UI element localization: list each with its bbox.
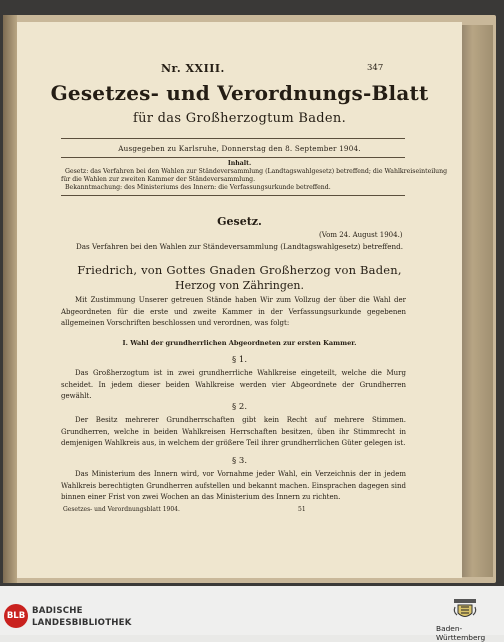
preamble-paragraph: Mit Zustimmung Unserer getreuen Stände haben Wir zum Vollzug der über die Wahl der Abgeordneten für die erste und zweite Kammer in der Verfassungsurkunde gegebenen allgemeinen Vorschriften beschlossen und verordnen, was folgt:: [61, 296, 406, 328]
section-title: I. Wahl der grundherrlichen Abgeordneten zur ersten Kammer.: [122, 339, 357, 347]
contents-line-1: Gesetz: das Verfahren bei den Wahlen zur Ständeversammlung (Landtagswahlgesetz) betreffend; die Wahlkreiseinteilung: [65, 168, 448, 175]
footer-publication: Gesetzes- und Verordnungsblatt 1904.: [63, 506, 180, 513]
rule-below-contents: [61, 195, 405, 196]
sovereign-line-2: Herzog von Zähringen.: [174, 279, 304, 292]
contents-heading: Inhalt.: [227, 160, 252, 167]
law-date: (Vom 24. August 1904.): [319, 231, 403, 239]
contents-line-3: Bekanntmachung: des Ministeriums des Innern: die Verfassungsurkunde betreffend.: [65, 184, 331, 191]
page-number: 347: [367, 63, 384, 73]
page-stack-edge: [459, 25, 493, 577]
document-page: [17, 22, 462, 578]
paragraph-2-text: Der Besitz mehrerer Grundherrschaften gibt kein Recht auf mehrere Stimmen. Grundherren, welche in beiden Wahlkreisen Herrschaften besitzen, üben ihr Stimmrecht in demjenigen Wahlkreis aus, in welchem der größere Teil ihrer grundherrlichen Güter gelegen ist.: [61, 416, 406, 448]
rule-top: [61, 138, 405, 139]
publication-title: Gesetzes- und Verordnungs-Blatt: [50, 81, 429, 105]
footer-sheet-number: 51: [298, 506, 306, 513]
publication-subtitle: für das Großherzogtum Baden.: [132, 111, 347, 126]
paragraph-2-heading: § 2.: [231, 402, 248, 412]
rule-below-date: [61, 157, 405, 158]
issue-number: Nr. XXIII.: [161, 62, 225, 75]
baden-wuerttemberg-label: Baden-Württemberg: [436, 624, 486, 642]
baden-wuerttemberg-crest-icon: [452, 596, 478, 622]
blb-name-line-2: LANDESBIBLIOTHEK: [32, 618, 132, 628]
paragraph-3-text: Das Ministerium des Innern wird, vor Vornahme jeder Wahl, ein Verzeichnis der in jedem Wahlkreis berechtigten Grundherren aufstellen und bekannt machen. Einsprachen dagegen sind binnen einer Frist von zwei Wochen an das Ministerium des Innern zu richten.: [61, 470, 406, 502]
blb-logo[interactable]: BLB: [4, 604, 28, 628]
issue-date-line: Ausgegeben zu Karlsruhe, Donnerstag den 8. September 1904.: [118, 144, 361, 153]
law-subject: Das Verfahren bei den Wahlen zur Ständeversammlung (Landtagswahlgesetz) betreffend.: [75, 242, 404, 251]
book-spine: [3, 15, 17, 583]
paragraph-1-text: Das Großherzogtum ist in zwei grundherrliche Wahlkreise eingeteilt, welche die Murg scheidet. In jedem dieser beiden Wahlkreise werden vier Abgeordnete der Grundherren gewählt.: [61, 369, 406, 401]
law-heading: Gesetz.: [217, 215, 262, 228]
paragraph-3-heading: § 3.: [231, 456, 248, 466]
blb-name-line-1: BADISCHE: [32, 606, 83, 616]
sovereign-line-1: Friedrich, von Gottes Gnaden Großherzog von Baden,: [77, 263, 402, 277]
paragraph-1-heading: § 1.: [231, 355, 248, 365]
contents-line-2: für die Wahlen zur zweiten Kammer der Ständeversammlung.: [61, 176, 256, 183]
